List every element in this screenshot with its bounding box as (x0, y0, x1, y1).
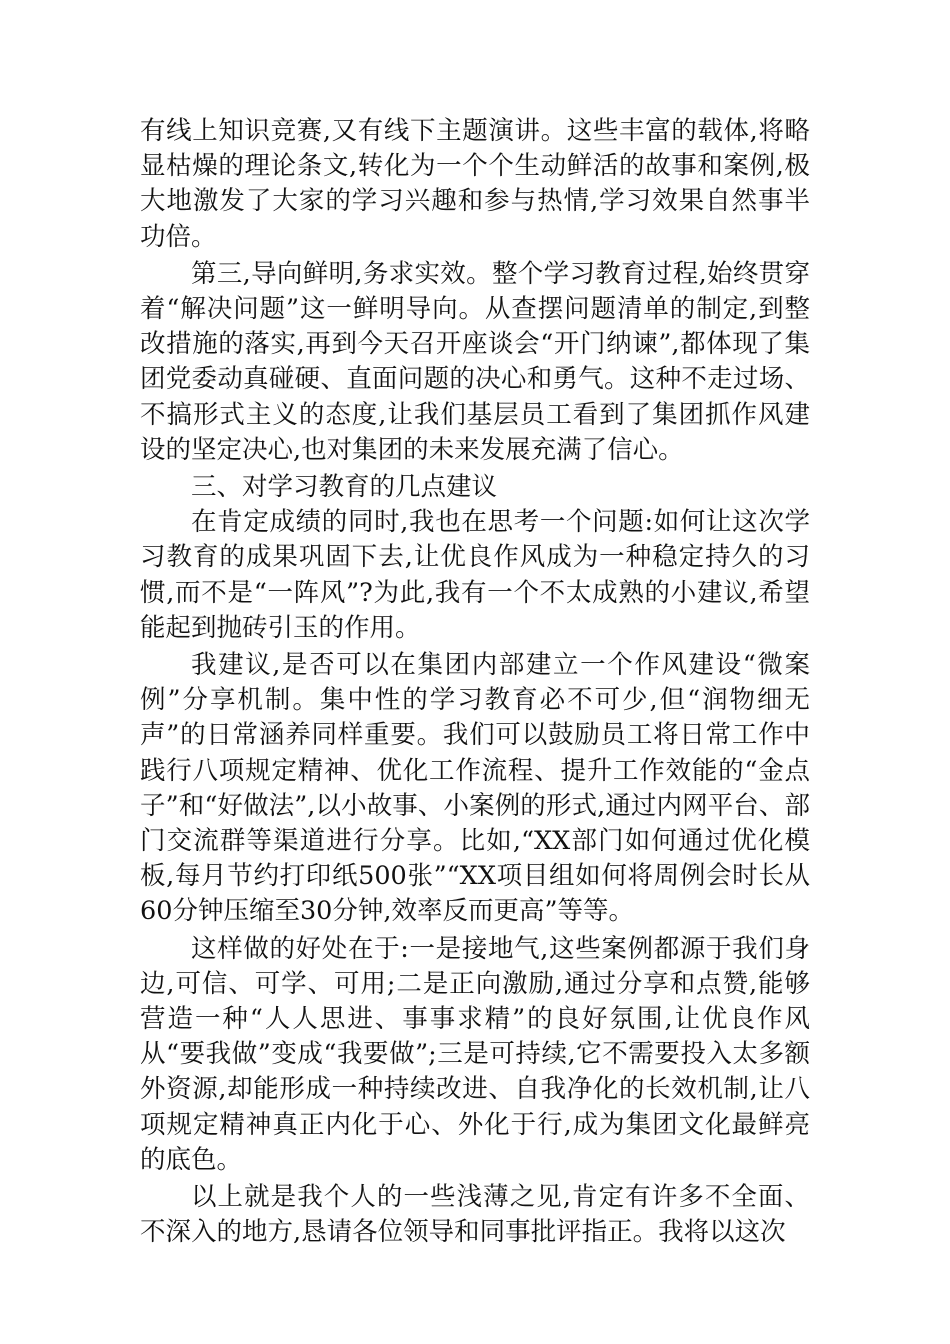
paragraph-proposal: 我建议,是否可以在集团内部建立一个作风建设“微案例”分享机制。集中性的学习教育必不可少,但“润物细无声”的日常涵养同样重要。我们可以鼓励员工将日常工作中践行八项规定精神、优化工作流程、提升工作效能的“金点子”和“好做法”,以小故事、小案例的形式,通过内网平台、部门交流群等渠道进行分享。比如,“XX部门如何通过优化模板,每月节约打印纸500张”“XX项目组如何将周例会时长从60分钟压缩至30分钟,效率反而更高”等等。 (140, 650, 810, 927)
paragraph-closing: 以上就是我个人的一些浅薄之见,肯定有许多不全面、不深入的地方,恳请各位领导和同事批评指正。我将以这次 (140, 1182, 810, 1248)
paragraph-third-point: 第三,导向鲜明,务求实效。整个学习教育过程,始终贯穿着“解决问题”这一鲜明导向。从查摆问题清单的制定,到整改措施的落实,再到今天召开座谈会“开门纳谏”,都体现了集团党委动真碰硬、直面问题的决心和勇气。这种不走过场、不搞形式主义的态度,让我们基层员工看到了集团抓作风建设的坚定决心,也对集团的未来发展充满了信心。 (140, 258, 810, 465)
section-heading-suggestions: 三、对学习教育的几点建议 (191, 472, 498, 503)
document-page (140, 114, 810, 1251)
paragraph-benefits: 这样做的好处在于:一是接地气,这些案例都源于我们身边,可信、可学、可用;二是正向激励,通过分享和点赞,能够营造一种“人人思进、事事求精”的良好氛围,让优良作风从“要我做”变成“我要做”;三是可持续,它不需要投入太多额外资源,却能形成一种持续改进、自我净化的长效机制,让八项规定精神真正内化于心、外化于行,成为集团文化最鲜亮的底色。 (140, 933, 810, 1175)
paragraph-reflection: 在肯定成绩的同时,我也在思考一个问题:如何让这次学习教育的成果巩固下去,让优良作风成为一种稳定持久的习惯,而不是“一阵风”?为此,我有一个不太成熟的小建议,希望能起到抛砖引玉的作用。 (140, 507, 810, 643)
paragraph-continuation: 有线上知识竞赛,又有线下主题演讲。这些丰富的载体,将略显枯燥的理论条文,转化为一个个生动鲜活的故事和案例,极大地激发了大家的学习兴趣和参与热情,学习效果自然事半功倍。 (140, 116, 810, 252)
